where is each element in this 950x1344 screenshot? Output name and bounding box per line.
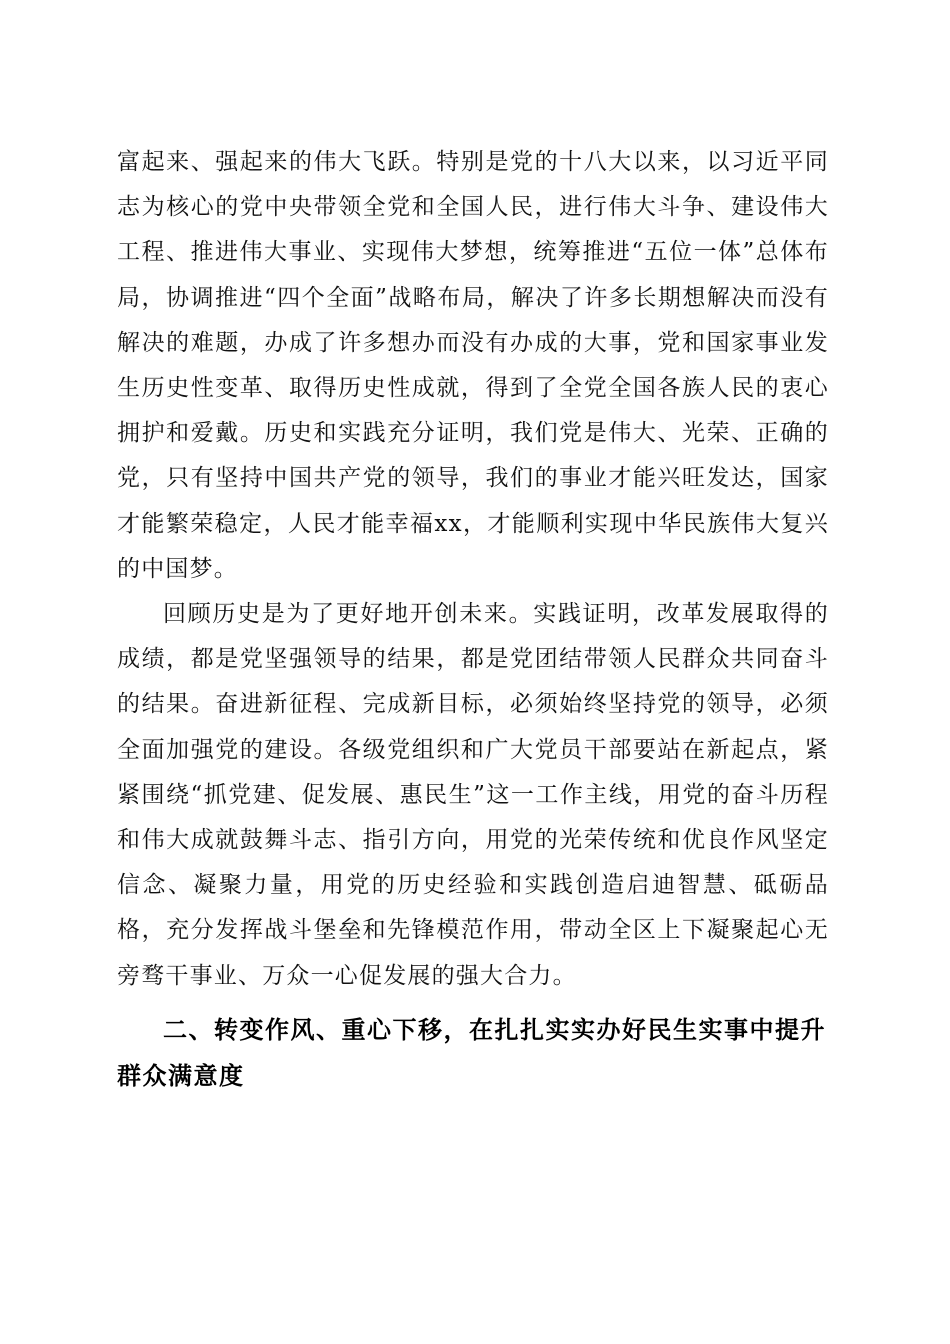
section-heading: 二、转变作风、重心下移，在扎扎实实办好民生实事中提升群众满意度 <box>117 1015 826 1090</box>
paragraph-review-history: 回顾历史是为了更好地开创未来。实践证明，改革发展取得的成绩，都是党坚强领导的结果，都是党团结带领人民群众共同奋斗的结果。奋进新征程、完成新目标，必须始终坚持党的领导，必须全面加强党的建设。各级党组织和广大党员干部要站在新起点，紧紧围绕“抓党建、促发展、惠民生”这一工作主线，用党的奋斗历程和伟大成就鼓舞斗志、指引方向，用党的光荣传统和优良作风坚定信念、凝聚力量，用党的历史经验和实践创造启迪智慧、砥砺品格，充分发挥战斗堡垒和先锋模范作用，带动全区上下凝聚起心无旁骛干事业、万众一心促发展的强大合力。 <box>117 601 829 989</box>
document-body <box>117 140 829 1099</box>
paragraph-continued: 富起来、强起来的伟大飞跃。特别是党的十八大以来，以习近平同志为核心的党中央带领全党和全国人民，进行伟大斗争、建设伟大工程、推进伟大事业、实现伟大梦想，统筹推进“五位一体”总体布局，协调推进“四个全面”战略布局，解决了许多长期想解决而没有解决的难题，办成了许多想办而没有办成的大事，党和国家事业发生历史性变革、取得历史性成就，得到了全党全国各族人民的衷心拥护和爱戴。历史和实践充分证明，我们党是伟大、光荣、正确的党，只有坚持中国共产党的领导，我们的事业才能兴旺发达，国家才能繁荣稳定，人民才能幸福xx，才能顺利实现中华民族伟大复兴的中国梦。 <box>117 149 829 582</box>
